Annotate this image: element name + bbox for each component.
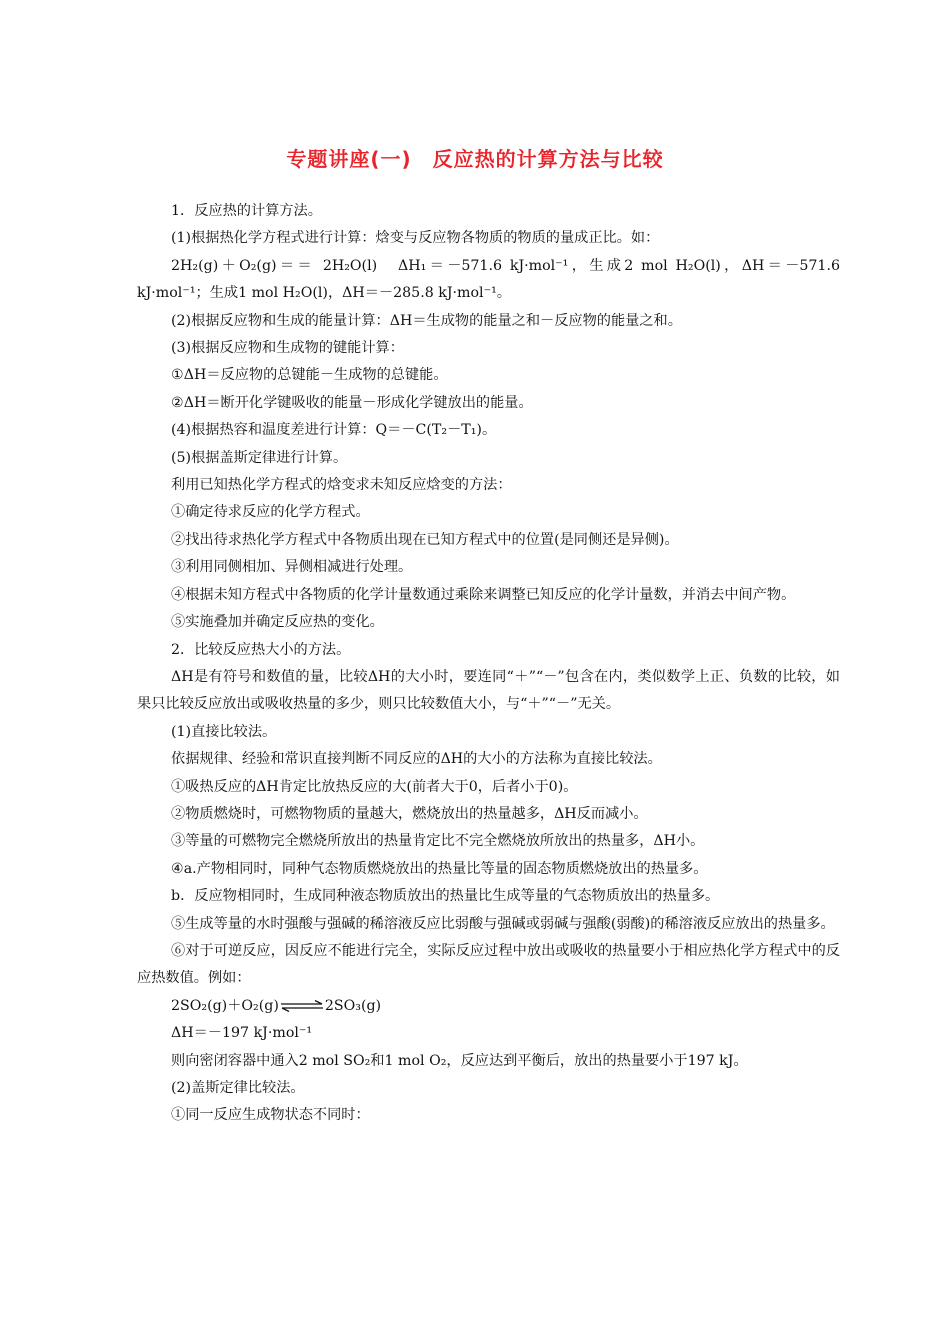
paragraph: ⑤生成等量的水时强酸与强碱的稀溶液反应比弱酸与强碱或弱碱与强酸(弱酸)的稀溶液反应放出的热量多。: [171, 915, 835, 932]
equilibrium-equation: [137, 993, 840, 1020]
paragraph: ④根据未知方程式中各物质的化学计量数通过乘除来调整已知反应的化学计量数，并消去中间产物。: [171, 586, 796, 603]
paragraph: ④a.产物相同时，同种气态物质燃烧放出的热量比等量的固态物质燃烧放出的热量多。: [171, 860, 708, 877]
paragraph: ③利用同侧相加、异侧相减进行处理。: [171, 559, 413, 576]
paragraph: ②找出待求热化学方程式中各物质出现在已知方程式中的位置(是同侧还是异侧)。: [171, 531, 679, 548]
paragraph: ②ΔH＝断开化学键吸收的能量－形成化学键放出的能量。: [171, 394, 533, 411]
paragraph: 1．反应热的计算方法。: [171, 203, 322, 219]
paragraph: ⑤实施叠加并确定反应热的变化。: [171, 614, 384, 631]
paragraph: ②物质燃烧时，可燃物物质的量越大，燃烧放出的热量越多，ΔH反而减小。: [171, 805, 648, 822]
equilibrium-arrow-icon: [280, 1000, 324, 1012]
paragraph: 则向密闭容器中通入2 mol SO₂和1 mol O₂，反应达到平衡后，放出的热量要小于197 kJ。: [171, 1052, 748, 1069]
document-title: 专题讲座(一) 反应热的计算方法与比较: [286, 147, 664, 171]
paragraph: (5)根据盖斯定律进行计算。: [171, 449, 348, 466]
paragraph: 依据规律、经验和常识直接判断不同反应的ΔH的大小的方法称为直接比较法。: [171, 751, 662, 768]
paragraph: (4)根据热容和温度差进行计算：Q＝－C(T₂－T₁)。: [171, 422, 497, 439]
paragraph: ⑥对于可逆反应，因反应不能进行完全，实际反应过程中放出或吸收的热量要小于相应热化学方程式中的反应热数值。例如：: [137, 942, 840, 987]
paragraph: ①确定待求反应的化学方程式。: [171, 504, 370, 521]
paragraph: (3)根据反应物和生成物的键能计算：: [171, 340, 404, 357]
paragraph: (2)根据反应物和生成的能量计算：ΔH＝生成物的能量之和－反应物的能量之和。: [171, 312, 682, 329]
document-body: [137, 198, 840, 1130]
equation-products: 2SO₃(g): [324, 997, 382, 1014]
paragraph: ①吸热反应的ΔH肯定比放热反应的大(前者大于0，后者小于0)。: [171, 778, 578, 795]
paragraph: ①ΔH＝反应物的总键能－生成物的总键能。: [171, 367, 448, 384]
paragraph: 2．比较反应热大小的方法。: [171, 641, 351, 658]
paragraph: (1)直接比较法。: [171, 723, 277, 740]
equation-reactants: 2SO₂(g)＋O₂(g): [171, 997, 279, 1014]
paragraph: b．反应物相同时，生成同种液态物质放出的热量比生成等量的气态物质放出的热量多。: [171, 888, 720, 905]
paragraph: ①同一反应生成物状态不同时：: [171, 1107, 370, 1124]
paragraph: ΔH是有符号和数值的量，比较ΔH的大小时，要连同“＋”“－”包含在内，类似数学上正、负数的比较，如果只比较反应放出或吸收热量的多少，则只比较数值大小，与“＋”“－”无关。: [137, 668, 840, 713]
paragraph: (1)根据热化学方程式进行计算：焓变与反应物各物质的物质的量成正比。如：: [171, 230, 660, 247]
paragraph: 2H₂(g)＋O₂(g)＝＝ 2H₂O(l) ΔH₁＝－571.6 kJ·mol⁻¹，生成2 mol H₂O(l)，ΔH＝－571.6 kJ·mol⁻¹；生成1 mol H₂O(l)，ΔH＝－285.8 kJ·mol⁻¹。: [137, 257, 840, 302]
paragraph: (2)盖斯定律比较法。: [171, 1080, 305, 1096]
paragraph: ③等量的可燃物完全燃烧所放出的热量肯定比不完全燃烧放所放出的热量多，ΔH小。: [171, 833, 705, 850]
equation-enthalpy: ΔH＝－197 kJ·mol⁻¹: [171, 1025, 313, 1042]
paragraph: 利用已知热化学方程式的焓变求未知反应焓变的方法：: [171, 477, 512, 494]
